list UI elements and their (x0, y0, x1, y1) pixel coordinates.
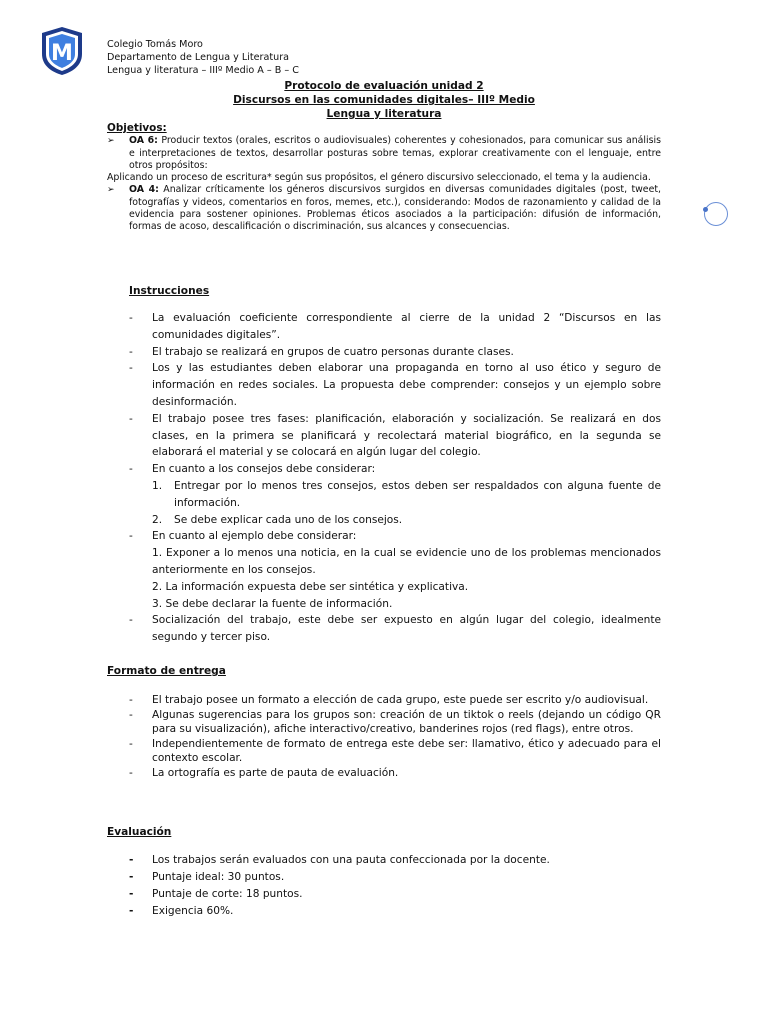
format-heading: Formato de entrega (107, 665, 226, 677)
title-line-1: Protocolo de evaluación unidad 2 (284, 80, 484, 92)
objectives-heading: Objetivos: (107, 122, 167, 134)
list-item: - El trabajo se realizará en grupos de cuatro personas durante clases. (129, 345, 514, 358)
oa6-text: Producir textos (orales, escritos o audiovisuales) coherentes y cohesionados, para comunicar sus análisis e interpretaciones de textos, desarrollar posturas sobre temas, explorar creativamente con el lenguaje, entre otros propósitos: (129, 135, 661, 171)
objective-oa6 (107, 135, 661, 172)
logo-letter: M (51, 41, 73, 66)
list-item: - Algunas sugerencias para los grupos son: creación de un tiktok o reels (dejando un código QR para su visualización), afiche interactivo/creativo, banderines rojos (red flags), entre otros. (129, 708, 661, 736)
list-item: - Exigencia 60%. (129, 905, 234, 917)
list-item: - La ortografía es parte de pauta de evaluación. (129, 766, 399, 779)
list-item: - El trabajo posee un formato a elección de cada grupo, este puede ser escrito y/o audiovisual. (129, 694, 649, 706)
objectives-section (107, 122, 661, 234)
list-item: - Socialización del trabajo, este debe ser expuesto en algún lugar del colegio, idealmente segundo y tercer piso. (129, 614, 661, 644)
oa4-text: Analizar críticamente los géneros discursivos surgidos en diversas comunidades digitales (post, tweet, fotografías y videos, comentarios en foros, memes, etc.), considerando: Modos de razonamiento y calidad de la evidencia para sostener opiniones. Problemas éticos asociados a la participación: difusión de información, formas de acoso, descalificación o discriminación, sus alcances y consecuencias. (129, 184, 662, 233)
school-name: Colegio Tomás Moro (107, 39, 203, 50)
oa6-code: OA 6: (129, 135, 158, 147)
list-item: - Los y las estudiantes deben elaborar una propaganda en torno al uso ético y seguro de información en redes sociales. La propuesta debe comprender: consejos y un ejemplo sobre desinformación. (129, 362, 661, 408)
instructions-heading: Instrucciones (129, 285, 210, 297)
document-header (107, 38, 299, 77)
shield-icon (40, 26, 84, 76)
list-item: - Los trabajos serán evaluados con una pauta confeccionada por la docente. (129, 854, 550, 866)
list-item: - El trabajo posee tres fases: planificación, elaboración y socialización. Se realizará en dos clases, en la primera se planificará y recolectará material biográfico, en la segunda se elaborará el material y se colocará en algún lugar del colegio. (129, 412, 661, 459)
title-line-3: Lengua y literatura (326, 108, 442, 120)
arrow-bullet-icon: ➢ (107, 185, 115, 196)
sub-list-item: 3. Se debe declarar la fuente de información. (152, 597, 393, 610)
sub-list-item: 1. Exponer a lo menos una noticia, en la cual se evidencie uno de los problemas mencionados anteriormente en los consejos. (152, 547, 661, 576)
list-item: - Independientemente de formato de entrega este debe ser: llamativo, ético y adecuado para el contexto escolar. (129, 737, 661, 765)
oa4-code: OA 4: (129, 184, 159, 196)
document-titles (0, 79, 768, 121)
sub-list-item: 2. Se debe explicar cada uno de los consejos. (152, 513, 403, 526)
evaluation-list (129, 852, 661, 920)
side-circle-icon (704, 202, 728, 226)
list-item: - Puntaje ideal: 30 puntos. (129, 871, 285, 883)
list-item: - Puntaje de corte: 18 puntos. (129, 888, 303, 900)
department-name: Departamento de Lengua y Literatura (107, 52, 290, 63)
arrow-bullet-icon: ➢ (107, 136, 115, 147)
sub-list-item: 1. Entregar por lo menos tres consejos, estos deben ser respaldados con alguna fuente de información. (152, 479, 661, 509)
list-item: - En cuanto al ejemplo debe considerar: (129, 530, 357, 543)
writing-process-text: Aplicando un proceso de escritura* según sus propósitos, el género discursivo seleccionado, el tema y la audiencia. (107, 172, 651, 184)
sub-list-item: 2. La información expuesta debe ser sintética y explicativa. (152, 580, 469, 593)
list-item: - La evaluación coeficiente correspondiente al cierre de la unidad 2 “Discursos en las comunidades digitales”. (129, 312, 661, 341)
format-list (129, 693, 661, 781)
school-logo (40, 26, 84, 76)
course-name: Lengua y literatura – IIIº Medio A – B – C (107, 65, 299, 76)
evaluation-heading: Evaluación (107, 826, 172, 838)
instructions-list (129, 310, 661, 646)
list-item: - En cuanto a los consejos debe considerar: (129, 463, 376, 476)
title-line-2: Discursos en las comunidades digitales– IIIº Medio (233, 94, 535, 106)
objective-oa4 (107, 184, 661, 233)
